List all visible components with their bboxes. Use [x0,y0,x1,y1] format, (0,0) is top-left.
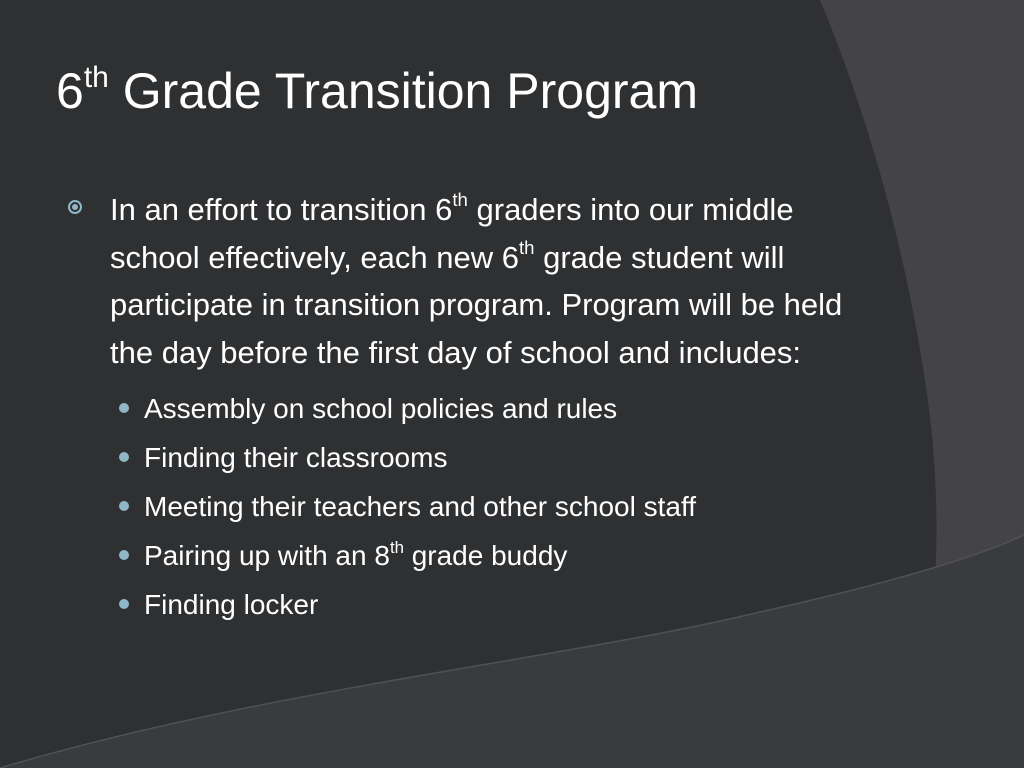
main-bullet-text-3: grade student will participate in transition program. Program will be held the day before the first day of school and includes: [110,239,843,370]
list-item-text-pre: Pairing up with an 8 [144,540,390,571]
slide-title [56,60,698,119]
dot-bullet-icon [119,452,129,462]
list-item [68,580,928,629]
list-item-text: Finding their classrooms [144,442,448,473]
list-item [68,433,928,482]
list-item [68,482,928,531]
sub-bullet-list [68,384,928,629]
main-bullet-text-2: graders into our middle school effectively, each new 6 [110,192,794,275]
list-item-text: Meeting their teachers and other school staff [144,491,697,522]
main-bullet-sup-2: th [518,236,535,258]
title-number: 6 [56,63,84,119]
list-item-text: Finding locker [144,589,319,620]
main-bullet-sup-1: th [452,189,468,211]
list-item-text: Assembly on school policies and rules [144,393,618,424]
main-bullet [68,186,880,376]
dot-bullet-icon [119,550,129,560]
dot-bullet-icon [119,403,129,413]
circle-bullet-icon [68,200,82,214]
list-item [68,384,928,433]
list-item-text-post: grade buddy [403,540,568,571]
slide-content [68,186,928,629]
list-item [68,531,928,580]
dot-bullet-icon [119,501,129,511]
main-bullet-text-1: In an effort to transition 6 [110,192,453,227]
list-item-sup: th [389,537,404,557]
title-superscript: th [83,60,109,94]
dot-bullet-icon [119,599,129,609]
title-text: Grade Transition Program [108,63,698,119]
